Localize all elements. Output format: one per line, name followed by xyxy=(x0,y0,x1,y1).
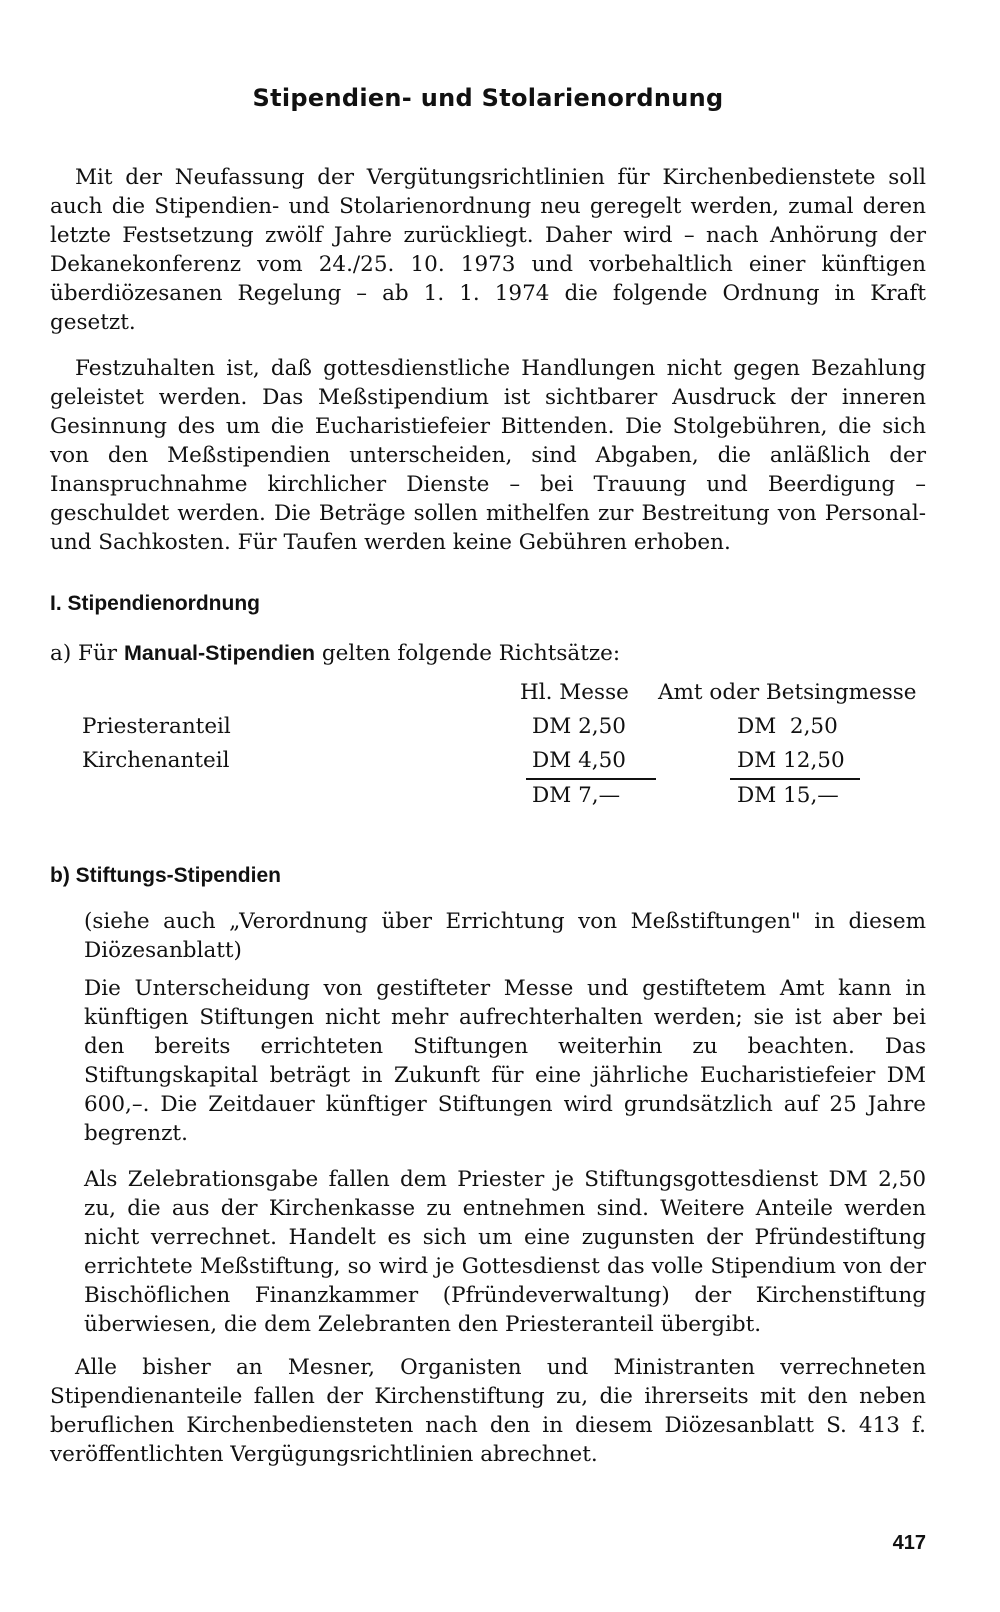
subsection-a-line xyxy=(50,641,620,666)
subsection-b-heading xyxy=(50,864,281,888)
table-total: DM 7,— xyxy=(532,783,621,808)
table-cell: DM 2,50 xyxy=(532,714,626,739)
subsection-a-bold-term: Manual-Stipendien xyxy=(123,641,316,665)
subsection-b-paragraph-1: (siehe auch „Verordnung über Errichtung von Meßstiftungen" in diesem Diözesanblatt) xyxy=(84,909,926,963)
subsection-a-suffix: gelten folgende Richtsätze: xyxy=(321,641,621,666)
table-row-label: Kirchenanteil xyxy=(82,748,230,773)
sum-rule-2 xyxy=(730,778,860,780)
table-total: DM 15,— xyxy=(737,783,839,808)
page-number: 417 xyxy=(892,1532,926,1554)
table-cell: DM 2,50 xyxy=(737,714,838,739)
intro-paragraph-2: Festzuhalten ist, daß gottesdienstliche Handlungen nicht gegen Bezahlung geleistet werden. Das Meßstipendium ist sichtbarer Ausdruck der inneren Gesinnung des um die Eucharistiefeier Bittenden. Die Stolgebühren, die sich von den Meßstipendien unterscheiden, sind Abgaben, die anläßlich der Inanspruchnahme kirchlicher Dienste – bei Trauung und Beerdigung – geschuldet werden. Die Beträge sollen mithelfen zur Bestreitung von Personal- und Sachkosten. Für Taufen werden keine Gebühren erhoben. xyxy=(50,356,926,555)
table-cell: DM 12,50 xyxy=(737,748,845,773)
document-title: Stipendien- und Stolarienordnung xyxy=(252,84,724,112)
table-row-label: Priesteranteil xyxy=(82,714,231,739)
section-heading-stipendienordnung: I. Stipendienordnung xyxy=(50,592,260,615)
intro-paragraph-1: Mit der Neufassung der Vergütungsrichtlinien für Kirchenbedienstete soll auch die Stipendien- und Stolarienordnung neu geregelt werden, zumal deren letzte Festsetzung zwölf Jahre zurückliegt. Daher wird – nach Anhörung der Dekanekonferenz vom 24./25. 10. 1973 und vorbehaltlich einer künftigen überdiözesanen Regelung – ab 1. 1. 1974 die folgende Ordnung in Kraft gesetzt. xyxy=(50,165,926,335)
subsection-a-prefix: a) Für xyxy=(50,641,118,666)
table-header-amt: Amt oder Betsingmesse xyxy=(658,680,917,705)
subsection-b-paragraph-3: Als Zelebrationsgabe fallen dem Priester je Stiftungsgottesdienst DM 2,50 zu, die aus der Kirchenkasse zu entnehmen sind. Weitere Anteile werden nicht verrechnet. Handelt es sich um eine zugunsten der Pfründestiftung errichtete Meßstiftung, so wird je Gottesdienst das volle Stipendium von der Bischöflichen Finanzkammer (Pfründeverwaltung) der Kirchenstiftung überwiesen, die dem Zelebranten den Priesteranteil übergibt. xyxy=(84,1167,926,1337)
table-cell: DM 4,50 xyxy=(532,748,626,773)
subsection-b-paragraph-2: Die Unterscheidung von gestifteter Messe und gestiftetem Amt kann in künftigen Stiftungen nicht mehr aufrechterhalten werden; sie ist aber bei den bereits errichteten Stiftungen weiterhin zu beachten. Das Stiftungskapital beträgt in Zukunft für eine jährliche Eucharistiefeier DM 600,–. Die Zeitdauer künftiger Stiftungen wird grundsätzlich auf 25 Jahre begrenzt. xyxy=(84,976,926,1146)
table-header-hl-messe: Hl. Messe xyxy=(520,680,629,705)
subsection-b-heading-text: b) Stiftungs-Stipendien xyxy=(50,864,281,887)
sum-rule-1 xyxy=(526,778,656,780)
closing-paragraph: Alle bisher an Mesner, Organisten und Ministranten verrechneten Stipendienanteile fallen der Kirchenstiftung zu, die ihrerseits mit den neben beruflichen Kirchenbediensteten nach den in diesem Diözesanblatt S. 413 f. veröffentlichten Vergügungsrichtlinien abrechnet. xyxy=(50,1355,926,1467)
